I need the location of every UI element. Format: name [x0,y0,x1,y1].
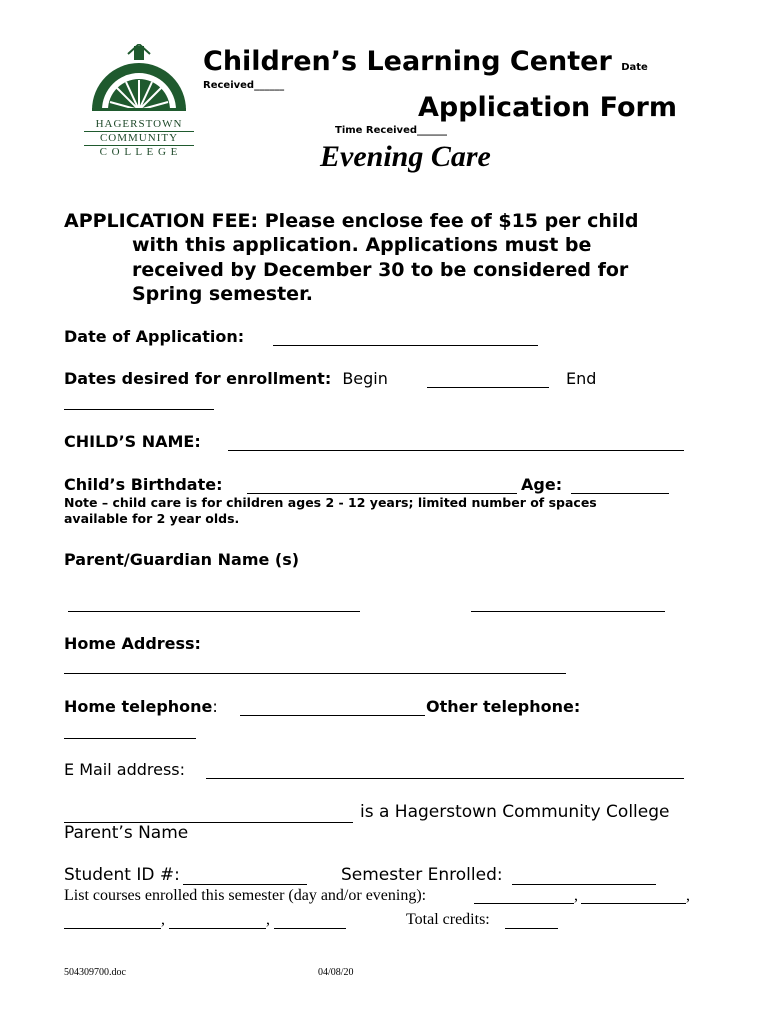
parents-name-label: Parent’s Name [64,823,189,843]
end-date-field[interactable] [64,395,214,410]
course-comma-2: , [686,887,690,904]
list-courses-label: List courses enrolled this semester (day and/or evening): [64,887,427,904]
child-name-label: CHILD’S NAME: [64,432,201,451]
logo-line-1: HAGERSTOWN [84,118,194,132]
hcc-parent-name-field[interactable] [64,806,353,823]
birthdate-label: Child’s Birthdate: [64,475,223,494]
title-text: Children’s Learning Center [203,46,612,77]
other-telephone-field[interactable] [64,724,196,739]
logo-line-3: C O L L E G E [99,146,179,158]
page-title [203,46,648,77]
semester-enrolled-label: Semester Enrolled: [341,865,503,885]
footer-doc-id: 504309700.doc [64,967,126,978]
course-field-5[interactable] [274,914,346,929]
home-address-field[interactable] [64,659,566,674]
home-telephone-field[interactable] [240,699,425,716]
program-name: Evening Care [320,140,491,173]
total-credits-field[interactable] [505,914,558,929]
course-field-3[interactable] [64,914,161,929]
parent-name-field-2[interactable] [471,597,665,612]
child-name-field[interactable] [228,434,684,451]
email-field[interactable] [206,762,684,779]
birthdate-field[interactable] [247,477,517,494]
logo-line-2: COMMUNITY [84,132,194,146]
fee-line-1: APPLICATION FEE: Please enclose fee of $15 per child [64,210,639,232]
age-label: Age: [521,475,563,494]
arch-logo-icon [84,44,194,114]
received-label: Received______ [203,80,285,91]
course-field-2[interactable] [581,889,686,904]
form-subtitle: Application Form [418,92,677,123]
begin-date-field[interactable] [427,371,549,388]
parent-guardian-label: Parent/Guardian Name (s) [64,550,300,569]
course-comma-3: , [161,911,165,928]
hcc-text: is a Hagerstown Community College [360,802,670,822]
home-telephone-colon: : [212,697,218,716]
age-field[interactable] [571,477,669,494]
semester-enrolled-field[interactable] [512,867,656,885]
home-address-label: Home Address: [64,634,201,653]
date-label: Date [621,62,648,73]
date-of-application-label: Date of Application: [64,327,245,346]
fee-line-3: received by December 30 to be considered for [132,259,629,281]
total-credits-label: Total credits: [406,911,490,928]
fee-line-2: with this application. Applications must be [132,234,592,256]
home-telephone-label: Home telephone [64,697,213,716]
course-comma-4: , [266,911,270,928]
footer-date: 04/08/20 [318,967,354,978]
email-label: E Mail address: [64,760,186,779]
dates-desired-row [64,369,388,388]
dates-desired-label: Dates desired for enrollment: [64,369,332,388]
fee-line-4: Spring semester. [132,283,313,305]
begin-label: Begin [342,369,388,388]
other-telephone-label: Other telephone: [426,697,581,716]
course-field-4[interactable] [169,914,266,929]
course-field-1[interactable] [474,889,574,904]
date-of-application-field[interactable] [273,329,538,346]
home-telephone-row [64,697,218,716]
student-id-field[interactable] [183,867,307,885]
student-id-label: Student ID #: [64,865,180,885]
age-note-line-2: available for 2 year olds. [64,511,240,526]
course-comma-1: , [574,887,578,904]
age-note-line-1: Note – child care is for children ages 2 - 12 years; limited number of spaces [64,495,597,510]
time-received-label: Time Received______ [335,125,448,136]
parent-name-field-1[interactable] [68,597,360,612]
college-logo [84,44,194,162]
end-label: End [566,369,597,388]
